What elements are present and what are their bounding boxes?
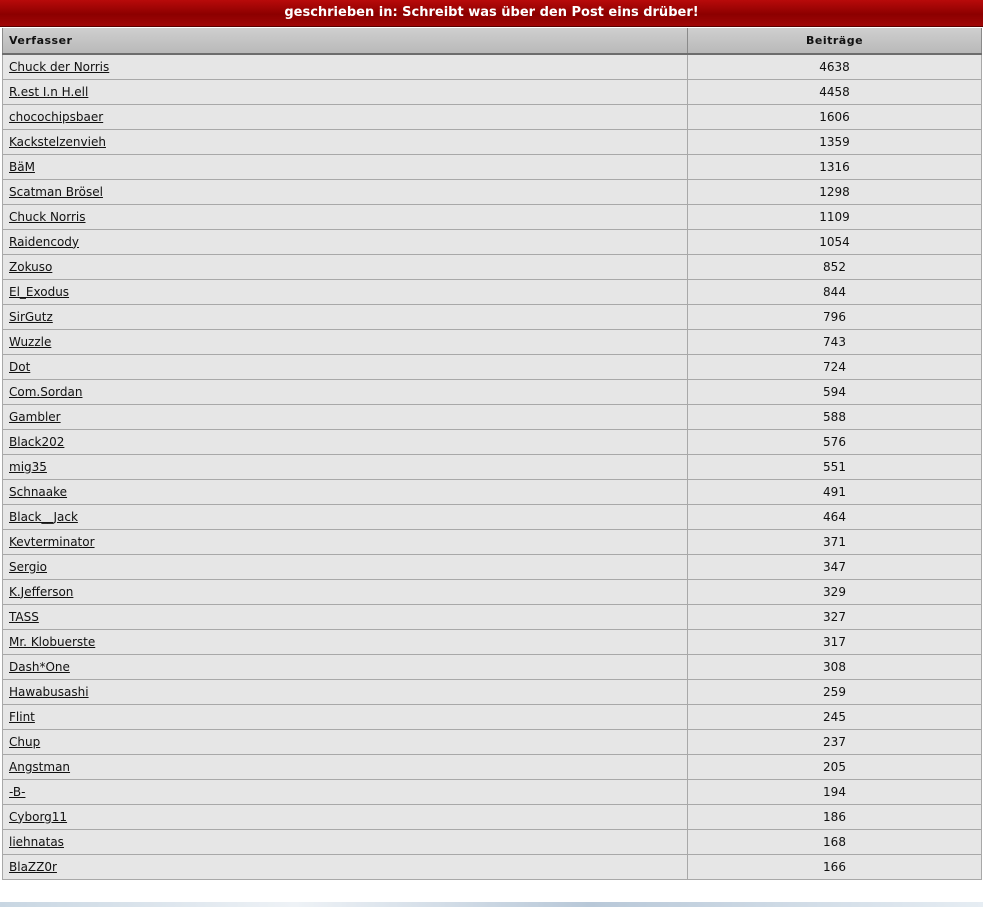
post-count: 1606 [688, 104, 982, 129]
author-link[interactable]: El_Exodus [9, 284, 70, 299]
table-row [3, 279, 982, 304]
post-count: 796 [688, 304, 982, 329]
post-count: 329 [688, 579, 982, 604]
author-cell [3, 279, 688, 304]
table-row [3, 754, 982, 779]
author-link[interactable]: Dash*One [9, 659, 70, 674]
column-header-posts[interactable]: Beiträge [688, 28, 982, 54]
author-link[interactable]: Hawabusashi [9, 684, 89, 699]
author-cell [3, 579, 688, 604]
table-row [3, 179, 982, 204]
post-count: 371 [688, 529, 982, 554]
table-row [3, 354, 982, 379]
author-link[interactable]: Angstman [9, 759, 71, 774]
author-link[interactable]: TASS [9, 609, 39, 624]
poster-table [2, 28, 982, 880]
post-count: 1359 [688, 129, 982, 154]
table-row [3, 704, 982, 729]
table-row [3, 579, 982, 604]
author-cell [3, 329, 688, 354]
table-row [3, 529, 982, 554]
author-cell [3, 354, 688, 379]
post-count: 245 [688, 704, 982, 729]
author-link[interactable]: Black__Jack [9, 509, 78, 524]
table-row [3, 154, 982, 179]
author-link[interactable]: BäM [9, 159, 35, 174]
page-title: geschrieben in: Schreibt was über den Post eins drüber! [0, 0, 983, 27]
author-link[interactable]: BlaZZ0r [9, 859, 57, 874]
table-row [3, 404, 982, 429]
author-link[interactable]: Chuck der Norris [9, 59, 110, 74]
author-link[interactable]: R.est I.n H.ell [9, 84, 89, 99]
author-cell [3, 629, 688, 654]
author-link[interactable]: Chup [9, 734, 41, 749]
author-cell [3, 804, 688, 829]
column-header-author[interactable]: Verfasser [3, 28, 688, 54]
post-count: 327 [688, 604, 982, 629]
post-count: 1109 [688, 204, 982, 229]
author-cell [3, 79, 688, 104]
post-count: 1054 [688, 229, 982, 254]
table-row [3, 54, 982, 79]
author-link[interactable]: Chuck Norris [9, 209, 86, 224]
post-count: 205 [688, 754, 982, 779]
post-count: 308 [688, 654, 982, 679]
author-link[interactable]: SirGutz [9, 309, 53, 324]
post-count: 186 [688, 804, 982, 829]
post-count: 194 [688, 779, 982, 804]
author-cell [3, 254, 688, 279]
author-link[interactable]: Mr. Klobuerste [9, 634, 96, 649]
post-count: 743 [688, 329, 982, 354]
author-cell [3, 504, 688, 529]
table-row [3, 854, 982, 879]
post-count: 576 [688, 429, 982, 454]
author-cell [3, 679, 688, 704]
table-row [3, 804, 982, 829]
post-count: 4638 [688, 54, 982, 79]
author-cell [3, 854, 688, 879]
author-cell [3, 454, 688, 479]
author-cell [3, 729, 688, 754]
table-row [3, 104, 982, 129]
post-count: 1316 [688, 154, 982, 179]
table-row [3, 454, 982, 479]
author-link[interactable]: Black202 [9, 434, 65, 449]
author-cell [3, 104, 688, 129]
table-row [3, 629, 982, 654]
table-row [3, 304, 982, 329]
author-link[interactable]: Wuzzle [9, 334, 52, 349]
table-row [3, 229, 982, 254]
post-count: 594 [688, 379, 982, 404]
table-body [3, 54, 982, 879]
author-cell [3, 129, 688, 154]
post-count: 166 [688, 854, 982, 879]
table-row [3, 254, 982, 279]
post-count: 491 [688, 479, 982, 504]
table-row [3, 604, 982, 629]
author-link[interactable]: Schnaake [9, 484, 68, 499]
author-cell [3, 479, 688, 504]
table-row [3, 829, 982, 854]
table-row [3, 554, 982, 579]
author-cell [3, 154, 688, 179]
author-link[interactable]: Cyborg11 [9, 809, 68, 824]
author-link[interactable]: Kackstelzenvieh [9, 134, 106, 149]
post-count: 347 [688, 554, 982, 579]
author-cell [3, 779, 688, 804]
author-cell [3, 404, 688, 429]
author-cell [3, 179, 688, 204]
post-count: 168 [688, 829, 982, 854]
post-count: 464 [688, 504, 982, 529]
author-link[interactable]: Scatman Brösel [9, 184, 103, 199]
author-cell [3, 304, 688, 329]
table-row [3, 654, 982, 679]
author-cell [3, 554, 688, 579]
table-row [3, 204, 982, 229]
table-row [3, 79, 982, 104]
page-background-strip [0, 902, 983, 907]
author-cell [3, 829, 688, 854]
table-row [3, 504, 982, 529]
author-cell [3, 429, 688, 454]
author-cell [3, 204, 688, 229]
table-header-row [3, 28, 982, 54]
author-cell [3, 704, 688, 729]
post-count: 844 [688, 279, 982, 304]
author-link[interactable]: Sergio [9, 559, 48, 574]
author-link[interactable]: Com.Sordan [9, 384, 83, 399]
author-link[interactable]: Gambler [9, 409, 61, 424]
table-row [3, 729, 982, 754]
author-link[interactable]: liehnatas [9, 834, 64, 849]
post-count: 551 [688, 454, 982, 479]
post-count: 1298 [688, 179, 982, 204]
author-link[interactable]: K.Jefferson [9, 584, 74, 599]
post-count: 317 [688, 629, 982, 654]
author-link[interactable]: Kevterminator [9, 534, 95, 549]
author-cell [3, 654, 688, 679]
table-row [3, 479, 982, 504]
author-link[interactable]: Flint [9, 709, 35, 724]
table-row [3, 779, 982, 804]
post-count: 4458 [688, 79, 982, 104]
author-cell [3, 229, 688, 254]
post-count: 724 [688, 354, 982, 379]
table-row [3, 329, 982, 354]
post-count: 588 [688, 404, 982, 429]
author-link[interactable]: Dot [9, 359, 31, 374]
author-cell [3, 529, 688, 554]
author-cell [3, 754, 688, 779]
author-cell [3, 379, 688, 404]
post-count: 259 [688, 679, 982, 704]
author-link[interactable]: mig35 [9, 459, 47, 474]
author-link[interactable]: -B- [9, 784, 26, 799]
table-row [3, 129, 982, 154]
author-cell [3, 604, 688, 629]
author-link[interactable]: Raidencody [9, 234, 80, 249]
table-row [3, 429, 982, 454]
post-count: 237 [688, 729, 982, 754]
author-cell [3, 54, 688, 79]
author-link[interactable]: Zokuso [9, 259, 53, 274]
table-row [3, 379, 982, 404]
table-row [3, 679, 982, 704]
author-link[interactable]: chocochipsbaer [9, 109, 104, 124]
post-count: 852 [688, 254, 982, 279]
